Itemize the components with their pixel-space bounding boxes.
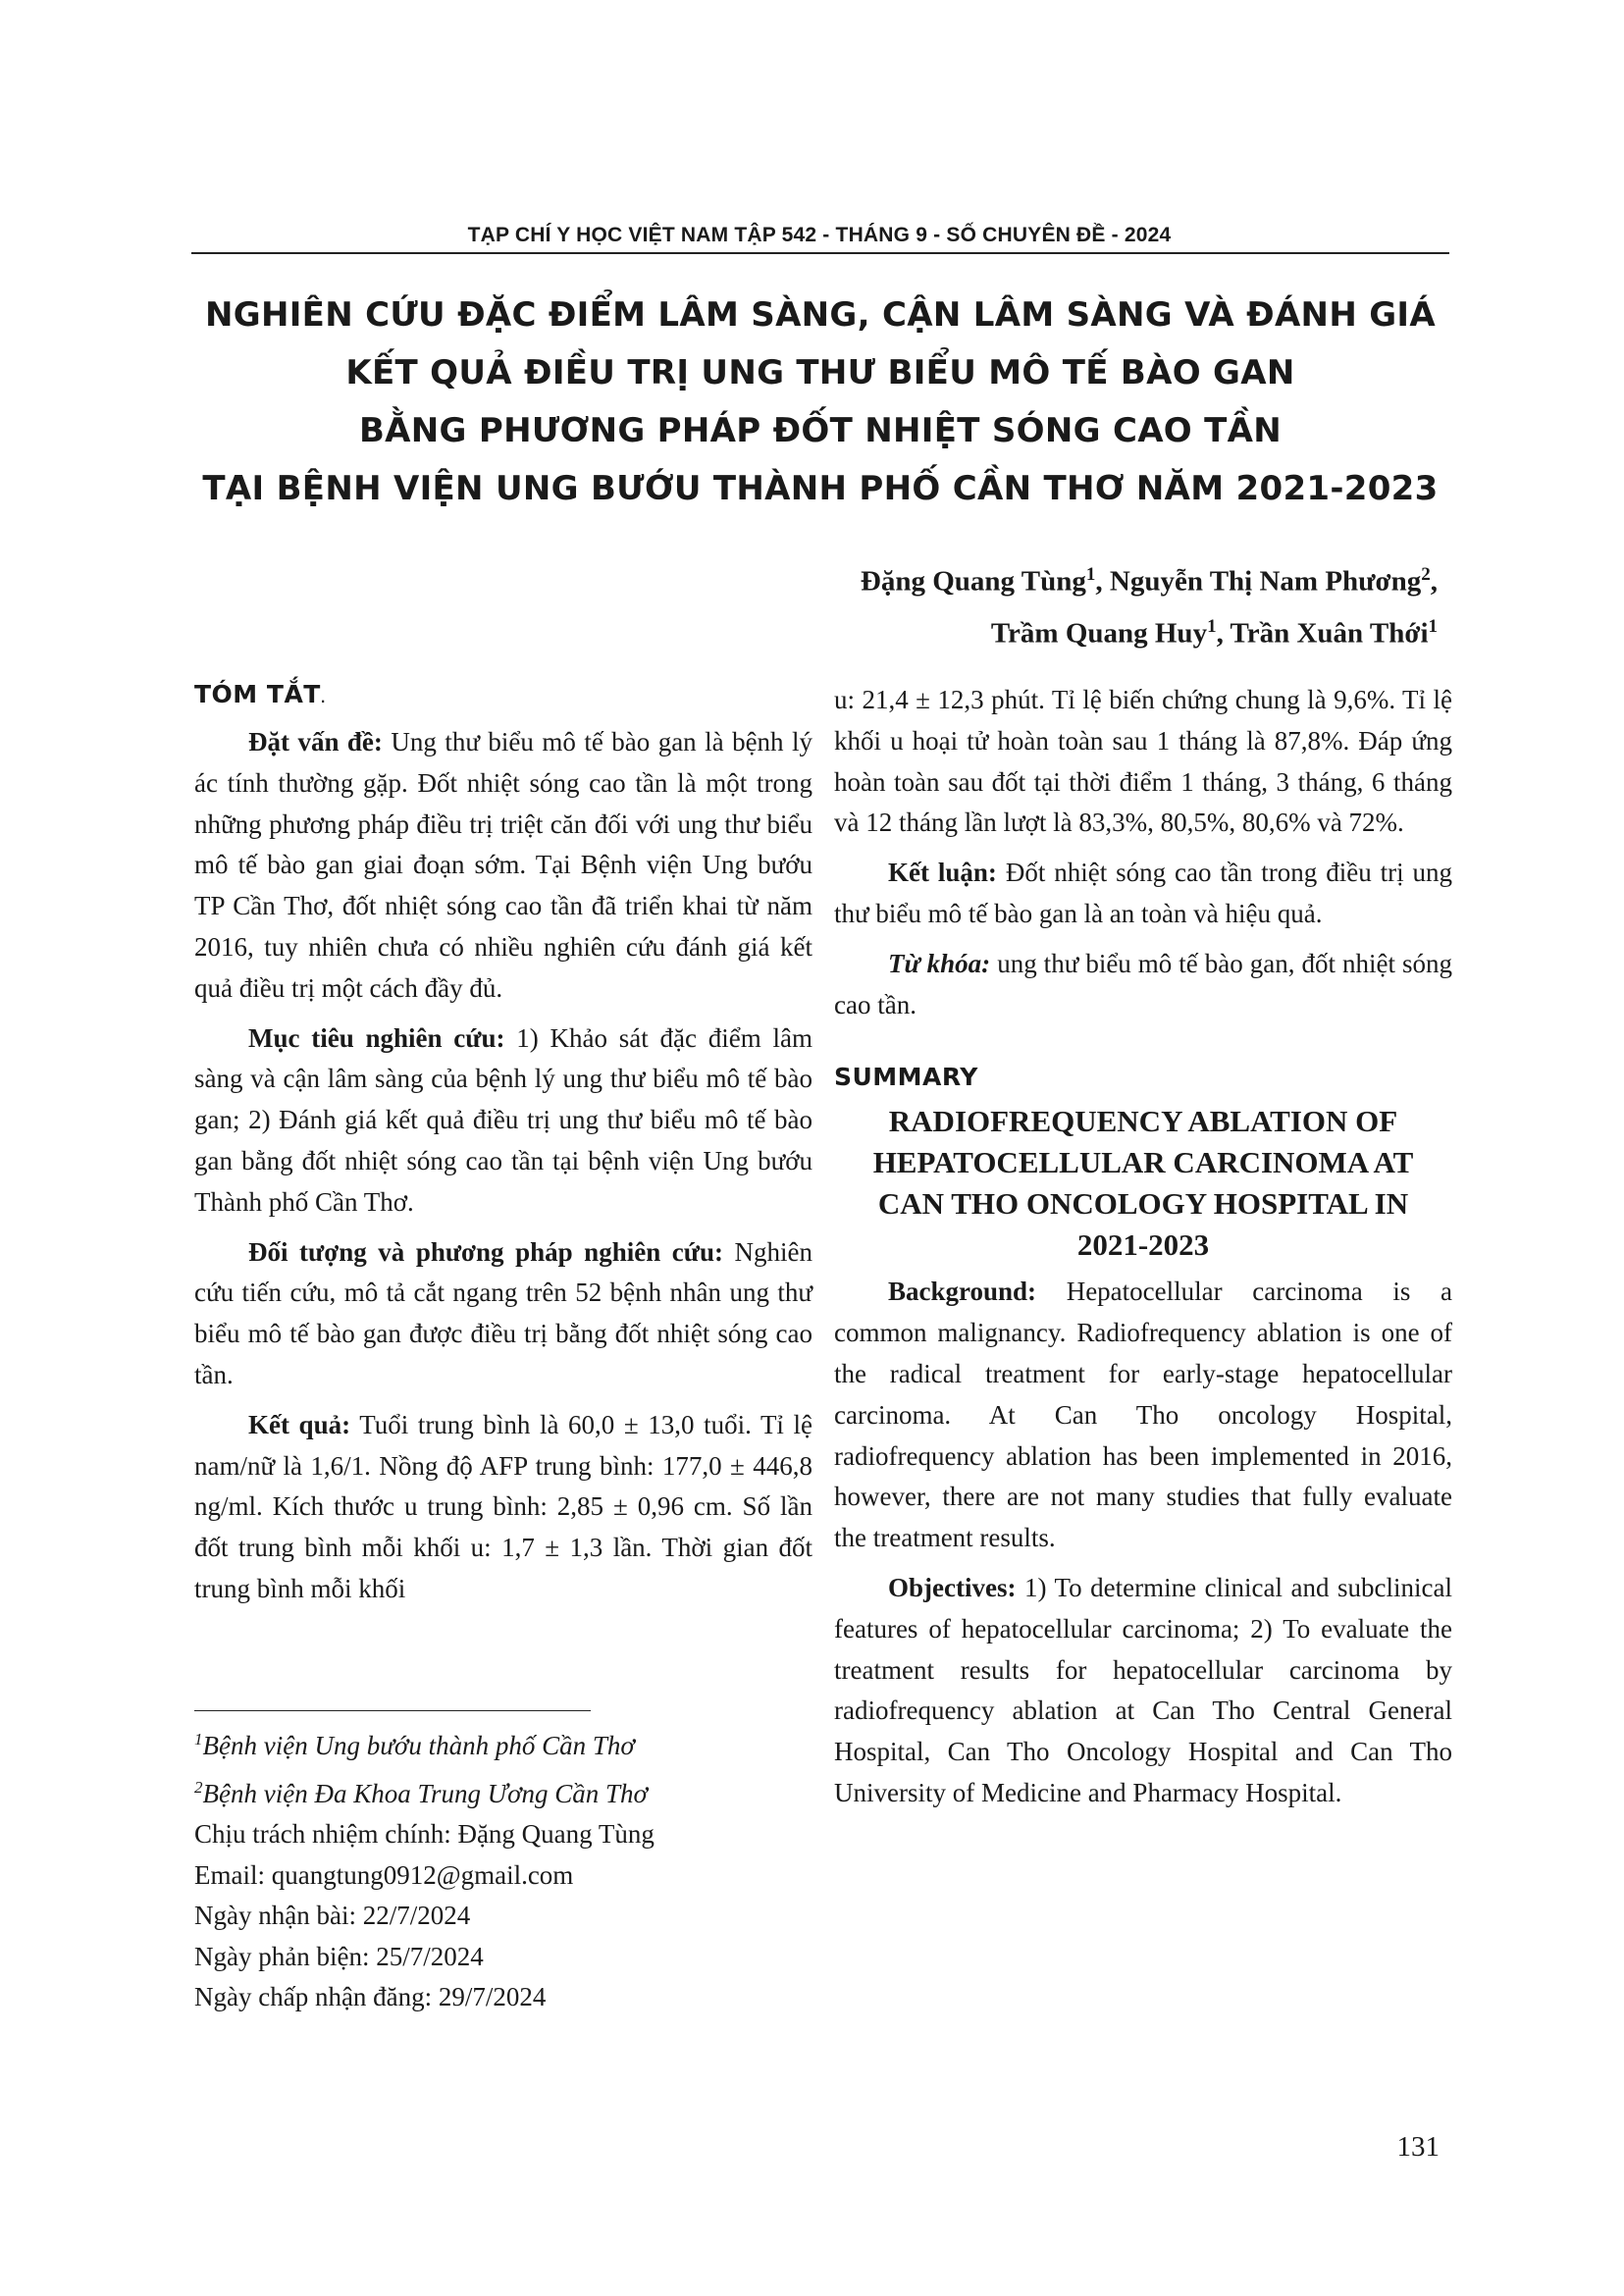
background-label: Đặt vấn đề:	[248, 727, 383, 757]
summary-objectives-label: Objectives:	[888, 1572, 1017, 1602]
author-list	[861, 552, 1438, 655]
date-reviewed: Ngày phản biện: 25/7/2024	[194, 1941, 484, 1971]
author-name: Trần Xuân Thới	[1230, 617, 1429, 650]
page-number: 131	[1396, 2131, 1440, 2163]
affiliation-2-text: Bệnh viện Đa Khoa Trung Ương Cần Thơ	[202, 1778, 648, 1808]
summary-title-line-2: HEPATOCELLULAR CARCINOMA AT	[872, 1145, 1414, 1180]
author-line-1: Đặng Quang Tùng$^1$, Nguyễn Thị Nam Phương$^2$,	[860, 564, 1438, 598]
footnotes	[194, 1719, 822, 2018]
summary-title-line-4: 2021-2023	[1076, 1227, 1210, 1263]
methods-text: Nghiên cứu tiến cứu, mô tả cắt ngang trên 52 bệnh nhân ung thư biểu mô tế bào gan được điều trị bằng đốt nhiệt sóng cao tần.	[194, 1236, 813, 1389]
affiliation-1-text: Bệnh viện Ung bướu thành phố Cần Thơ	[202, 1731, 635, 1760]
conclusion-label: Kết luận:	[888, 858, 997, 888]
results-text: Tuổi trung bình là 60,0 ± 13,0 tuổi. Tỉ lệ nam/nữ là 1,6/1. Nồng độ AFP trung bình: 177,0 ± 446,8 ng/ml. Kích thước u trung bình: 2,85 ± 0,96 cm. Số lần đốt trung bình mỗi khối u: 1,7 ± 1,3 lần. Thời gian đốt trung bình mỗi khối	[194, 1409, 813, 1603]
affiliation-2-mark: 2	[194, 1777, 203, 1797]
author-name: Đặng Quang Tùng	[860, 565, 1086, 598]
affiliation-mark: 2	[1421, 564, 1431, 585]
affiliation-mark: 1	[1207, 615, 1217, 637]
abstract-conclusion	[834, 853, 1452, 935]
results-label: Kết quả:	[248, 1409, 351, 1439]
contact-email: Email: quangtung0912@gmail.com	[194, 1859, 574, 1890]
abstract-keywords	[834, 944, 1452, 1026]
affiliation-1-mark: 1	[194, 1730, 203, 1748]
abstract-heading	[194, 675, 812, 718]
affiliation-mark: 1	[1085, 564, 1096, 585]
left-column	[194, 675, 812, 1619]
footnote-rule	[194, 1710, 591, 1711]
summary-objectives-text: 1) To determine clinical and subclinical features of hepatocellular carcinoma; 2) To evaluate the treatment results for hepatocellular carcinoma by radiofrequency ablation at Can Tho Central General Hospital, Can Tho Oncology Hospital and Can Tho University of Medicine and Pharmacy Hospital.	[834, 1572, 1452, 1807]
date-accepted: Ngày chấp nhận đăng: 29/7/2024	[194, 1982, 547, 2011]
abstract-objectives	[194, 1018, 812, 1224]
abstract-background	[194, 722, 812, 1010]
conclusion-text: Đốt nhiệt sóng cao tần trong điều trị ung thư biểu mô tế bào gan là an toàn và hiệu quả.	[834, 858, 1452, 928]
abstract-results-continued: u: 21,4 ± 12,3 phút. Tỉ lệ biến chứng chung là 9,6%. Tỉ lệ khối u hoại tử hoàn toàn sau 1 tháng là 87,8%. Đáp ứng hoàn toàn sau đốt tại thời điểm 1 tháng, 3 tháng, 6 tháng và 12 tháng lần lượt là 83,3%, 80,5%, 80,6% và 72%.	[834, 685, 1452, 838]
objectives-text: 1) Khảo sát đặc điểm lâm sàng và cận lâm sàng của bệnh lý ung thư biểu mô tế bào gan; 2) Đánh giá kết quả điều trị ung thư biểu mô tế bào gan bằng đốt nhiệt sóng cao tần tại bệnh viện Ung bướu Thành phố Cần Thơ.	[194, 1022, 812, 1217]
objectives-label: Mục tiêu nghiên cứu:	[248, 1022, 505, 1053]
title-line-4: TẠI BỆNH VIỆN UNG BƯỚU THÀNH PHỐ CẦN THƠ NĂM 2021-2023	[202, 469, 1439, 508]
background-text: Ung thư biểu mô tế bào gan là bệnh lý ác tính thường gặp. Đốt nhiệt sóng cao tần là một trong những phương pháp điều trị triệt căn đối với ung thư biểu mô tế bào gan giai đoạn sớm. Tại Bệnh viện Ung bướu TP Cần Thơ, đốt nhiệt sóng cao tần đã triển khai từ năm 2016, tuy nhiên chưa có nhiều nghiên cứu đánh giá kết quả điều trị một cách đầy đủ.	[194, 727, 813, 1003]
summary-background	[834, 1272, 1452, 1559]
affiliation-2	[194, 1767, 822, 1815]
affiliation-1	[194, 1719, 822, 1767]
title-line-1: NGHIÊN CỨU ĐẶC ĐIỂM LÂM SÀNG, CẬN LÂM SÀNG VÀ ĐÁNH GIÁ	[205, 295, 1436, 335]
summary-heading: SUMMARY	[834, 1063, 978, 1092]
abstract-heading-mark: .	[320, 692, 326, 705]
journal-header: TẠP CHÍ Y HỌC VIỆT NAM TẬP 542 - THÁNG 9 - SỐ CHUYÊN ĐỀ - 2024	[467, 224, 1172, 246]
date-received: Ngày nhận bài: 22/7/2024	[194, 1901, 471, 1930]
methods-label: Đối tượng và phương pháp nghiên cứu:	[248, 1236, 723, 1267]
summary-objectives	[834, 1568, 1452, 1814]
summary-background-text: Hepatocellular carcinoma is a common malignancy. Radiofrequency ablation is one of the radical treatment for early-stage hepatocellular carcinoma. At Can Tho oncology Hospital, radiofrequency ablation has been implemented in 2016, however, there are not many studies that fully evaluate the treatment results.	[834, 1277, 1452, 1553]
corresponding-author: Chịu trách nhiệm chính: Đặng Quang Tùng	[194, 1819, 655, 1849]
author-line-2: Trầm Quang Huy$^1$, Trần Xuân Thới$^1$	[990, 615, 1438, 650]
summary-background-label: Background:	[888, 1277, 1037, 1307]
summary-title-line-3: CAN THO ONCOLOGY HOSPITAL IN	[877, 1186, 1409, 1222]
affiliation-mark: 1	[1428, 615, 1438, 637]
abstract-results	[194, 1405, 812, 1610]
abstract-methods	[194, 1232, 812, 1396]
summary-title-line-1: RADIOFREQUENCY ABLATION OF	[888, 1104, 1398, 1139]
summary-title	[834, 1101, 1452, 1266]
right-column	[834, 680, 1452, 1823]
author-name: Trầm Quang Huy	[990, 617, 1208, 650]
author-name: Nguyễn Thị Nam Phương	[1109, 565, 1422, 598]
abstract-heading-text: TÓM TẮT	[194, 680, 321, 708]
keywords-text: ung thư biểu mô tế bào gan, đốt nhiệt sóng cao tần.	[834, 948, 1452, 1019]
keywords-label: Từ khóa:	[888, 948, 991, 978]
article-title	[191, 287, 1449, 518]
header-rule	[191, 252, 1449, 254]
title-line-3: BẰNG PHƯƠNG PHÁP ĐỐT NHIỆT SÓNG CAO TẦN	[358, 411, 1283, 450]
title-line-2: KẾT QUẢ ĐIỀU TRỊ UNG THƯ BIỂU MÔ TẾ BÀO GAN	[345, 353, 1295, 392]
